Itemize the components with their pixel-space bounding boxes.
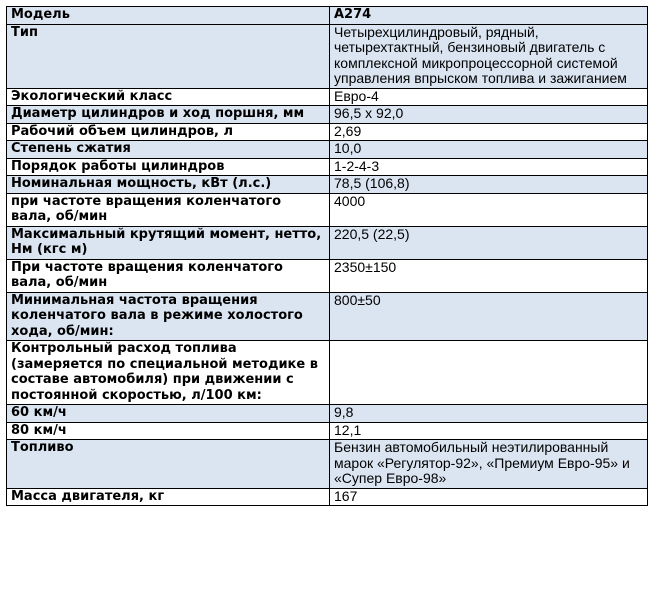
param-label: Рабочий объем цилиндров, л bbox=[7, 123, 330, 141]
table-row bbox=[7, 123, 648, 141]
param-value: Бензин автомобильный неэтилированный марок «Регулятор-92», «Премиум Евро-95» и «Супер Евро-98» bbox=[330, 440, 648, 489]
table-row bbox=[7, 226, 648, 259]
table-row bbox=[7, 7, 648, 25]
param-value: 2,69 bbox=[330, 123, 648, 141]
param-value: 10,0 bbox=[330, 141, 648, 159]
param-value: A274 bbox=[330, 7, 648, 25]
param-value: 167 bbox=[330, 488, 648, 506]
table-row bbox=[7, 193, 648, 226]
param-label: при частоте вращения коленчатого вала, об/мин bbox=[7, 193, 330, 226]
param-label: Экологический класс bbox=[7, 88, 330, 106]
table-row bbox=[7, 106, 648, 124]
table-row bbox=[7, 259, 648, 292]
param-label: Максимальный крутящий момент, нетто, Нм (кгс м) bbox=[7, 226, 330, 259]
table-row bbox=[7, 422, 648, 440]
table-row bbox=[7, 176, 648, 194]
param-label: Масса двигателя, кг bbox=[7, 488, 330, 506]
table-row bbox=[7, 488, 648, 506]
param-label: Модель bbox=[7, 7, 330, 25]
param-value: 2350±150 bbox=[330, 259, 648, 292]
param-value: 4000 bbox=[330, 193, 648, 226]
param-value: 96,5 х 92,0 bbox=[330, 106, 648, 124]
table-row bbox=[7, 440, 648, 489]
param-value: 78,5 (106,8) bbox=[330, 176, 648, 194]
param-value bbox=[330, 341, 648, 405]
param-label: При частоте вращения коленчатого вала, об/мин bbox=[7, 259, 330, 292]
param-label: Степень сжатия bbox=[7, 141, 330, 159]
param-value: 1-2-4-3 bbox=[330, 158, 648, 176]
table-row bbox=[7, 405, 648, 423]
param-label: Контрольный расход топлива (замеряется по специальной методике в составе автомобиля) при движении с постоянной скоростью, л/100 км: bbox=[7, 341, 330, 405]
param-label: 80 км/ч bbox=[7, 422, 330, 440]
param-label: Тип bbox=[7, 24, 330, 88]
param-value: 9,8 bbox=[330, 405, 648, 423]
param-value: 220,5 (22,5) bbox=[330, 226, 648, 259]
table-row bbox=[7, 141, 648, 159]
param-value: Четырехцилиндровый, рядный, четырехтактный, бензиновый двигатель с комплексной микропроцессорной системой управления впрыском топлива и зажиганием bbox=[330, 24, 648, 88]
param-label: Минимальная частота вращения коленчатого вала в режиме холостого хода, об/мин: bbox=[7, 292, 330, 341]
param-label: Диаметр цилиндров и ход поршня, мм bbox=[7, 106, 330, 124]
table-row bbox=[7, 24, 648, 88]
param-value: 12,1 bbox=[330, 422, 648, 440]
table-row bbox=[7, 88, 648, 106]
param-label: 60 км/ч bbox=[7, 405, 330, 423]
param-value: Евро-4 bbox=[330, 88, 648, 106]
param-value: 800±50 bbox=[330, 292, 648, 341]
table-row bbox=[7, 292, 648, 341]
table-row bbox=[7, 158, 648, 176]
param-label: Номинальная мощность, кВт (л.с.) bbox=[7, 176, 330, 194]
engine-spec-table bbox=[6, 6, 648, 506]
param-label: Порядок работы цилиндров bbox=[7, 158, 330, 176]
table-row bbox=[7, 341, 648, 405]
param-label: Топливо bbox=[7, 440, 330, 489]
